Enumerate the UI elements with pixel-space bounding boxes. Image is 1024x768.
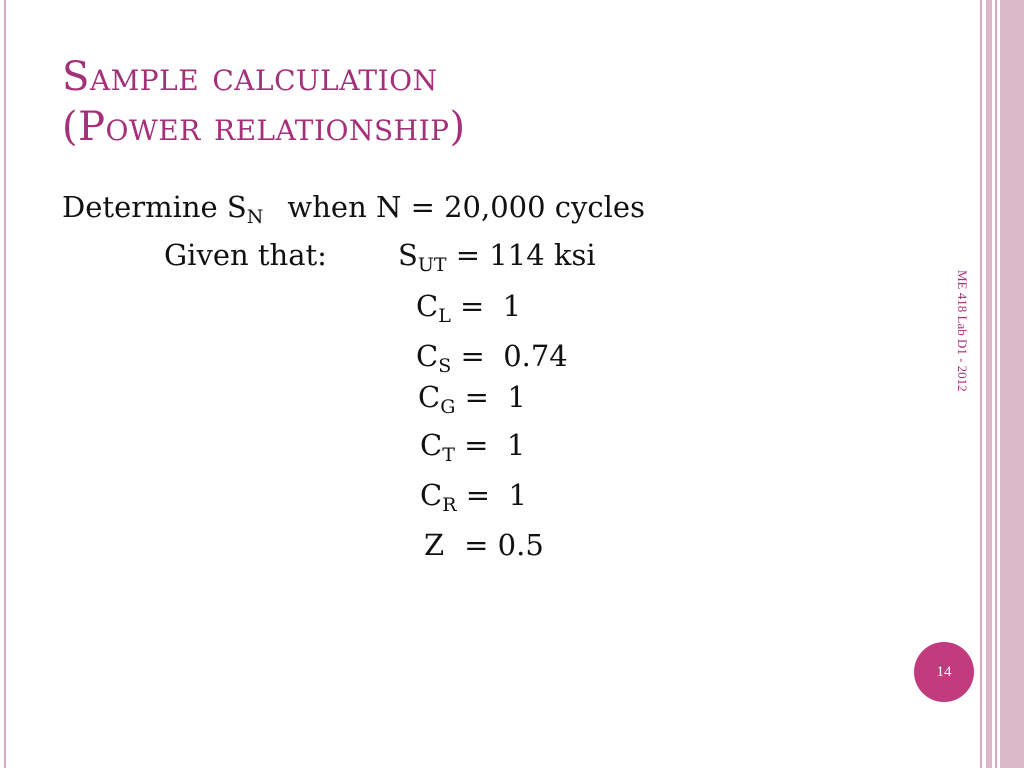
- factor-symbol: C: [418, 380, 441, 414]
- determine-subscript: N: [246, 206, 264, 228]
- factor-value: = 1: [454, 428, 526, 462]
- factor-symbol: C: [420, 478, 443, 512]
- right-stripe-3: [995, 0, 997, 768]
- page-number-badge: [914, 642, 974, 702]
- factor-cs: [416, 339, 568, 377]
- title-line-1: Sample calculation: [62, 54, 438, 100]
- slide-title: [62, 52, 466, 152]
- determine-prefix: Determine S: [62, 190, 247, 224]
- factor-cr: [420, 478, 527, 516]
- factor-value: = 0.74: [451, 339, 568, 373]
- factor-value: = 1: [456, 478, 527, 512]
- factor-subscript: T: [442, 444, 455, 466]
- factor-value: = 1: [455, 380, 526, 414]
- title-line-2: (Power relationship): [62, 104, 466, 150]
- determine-suffix: when N = 20,000 cycles: [287, 190, 645, 224]
- factor-symbol: C: [420, 428, 443, 462]
- determine-line: [62, 190, 645, 228]
- given-label: Given that:: [164, 238, 327, 272]
- right-stripe-1: [980, 0, 982, 768]
- sut-subscript: UT: [417, 254, 447, 276]
- factor-cg: [418, 380, 526, 418]
- right-stripe-2: [986, 0, 992, 768]
- factor-symbol: C: [416, 289, 439, 323]
- factor-subscript: S: [438, 355, 452, 377]
- factor-ct: [420, 428, 526, 466]
- page-number: 14: [936, 663, 952, 680]
- z-value: = 0.5: [464, 528, 544, 562]
- factor-subscript: G: [440, 396, 456, 418]
- footer-text: ME 418 Lab D1 - 2012: [955, 270, 970, 392]
- z-line: [424, 528, 544, 562]
- sut-value: = 114 ksi: [455, 238, 596, 272]
- factor-value: = 1: [450, 289, 522, 323]
- sut-line: [398, 238, 596, 276]
- right-stripe-4: [1000, 0, 1024, 768]
- factor-symbol: C: [416, 339, 439, 373]
- factor-subscript: R: [442, 494, 457, 516]
- z-symbol: Z: [424, 528, 445, 562]
- sut-symbol: S: [398, 238, 418, 272]
- factor-cl: [416, 289, 522, 327]
- left-border-line: [4, 0, 6, 768]
- factor-subscript: L: [438, 305, 451, 327]
